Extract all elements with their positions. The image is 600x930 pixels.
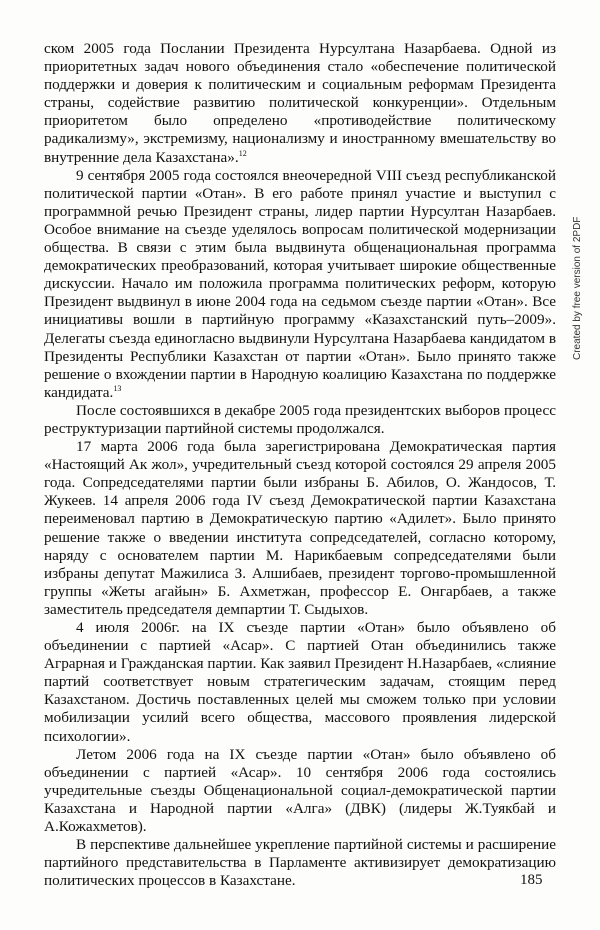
page-body [44, 40, 556, 890]
page-number: 185 [520, 872, 543, 888]
paragraph-1: ском 2005 года Послании Президента Нурсултана Назарбаева. Одной из приоритетных задач нового объединения стало «обеспечение политической поддержки и доверия к политическим и социальным реформам Президента страны, содействие развитию политической конкуренции». Отдельным приоритетом было определено «противодействие политическому радикализму», экстремизму, национализму и иностранному вмешательству во внутренние дела Казахстана».$^{12}$ [44, 40, 556, 166]
footnote-ref: 13 [113, 383, 122, 393]
paragraph-2: 9 сентября 2005 года состоялся внеочередной VIII съезд республиканской политической партии «Отан». В его работе принял участие и выступил с программной речью Президент страны, лидер партии Нурсултан Назарбаев. Особое внимание на съезде уделялось вопросам политической модернизации общества. В связи с этим была выдвинута общенациональная программа демократических преобразований, которая учитывает широкие общественные дискуссии. Начало им положила программа политических реформ, которую Президент выдвинул в июне 2004 года на седьмом съезде партии «Отан». Все инициативы вошли в партийную программу «Казахстанский путь–2009». Делегаты съезда единогласно выдвинули Нурсултана Назарбаева кандидатом в Президенты Республики Казахстан от партии «Отан». Было принято также решение о вхождении партии в Народную коалицию Казахстана по поддержке кандидата.$^{13}$ [44, 166, 556, 401]
paragraph-7: В перспективе дальнейшее укрепление партийной системы и расширение партийного представительства в Парламенте активизирует демократизацию политических процессов в Казахстане. [44, 836, 556, 890]
document-text [44, 40, 556, 890]
footnote-ref: 12 [238, 148, 247, 158]
paragraph-6: Летом 2006 года на IX съезде партии «Отан» было объявлено об объединении с партией «Асар». 10 сентября 2006 года состоялись учредительные съезды Общенациональной социал-демократической партии Казахстана и Народной партии «Алга» (ДВК) (лидеры Ж.Туякбай и А.Кожахметов). [44, 745, 556, 836]
paragraph-3: После состоявшихся в декабре 2005 года президентских выборов процесс реструктуризации партийной системы продолжался. [44, 401, 556, 437]
paragraph-5: 4 июля 2006г. на IX съезде партии «Отан» было объявлено об объединении с партией «Асар». С партией Отан объединились также Аграрная и Гражданская партии. Как заявил Президент Н.Назарбаев, «слияние партий соответствует новым стратегическим задачам, стоящим перед Казахстаном. Достичь поставленных целей мы сможем только при условии мобилизации усилий всего общества, массового проявления лидерской психологии». [44, 619, 556, 745]
paragraph-4: 17 марта 2006 года была зарегистрирована Демократическая партия «Настоящий Ак жол», учредительный съезд которой состоялся 29 апреля 2005 года. Сопредседателями партии были избраны Б. Абилов, О. Жандосов, Т. Жукеев. 14 апреля 2006 года IV съезд Демократической партии Казахстана переименовал партию в Демократическую партию «Адилет». Было принято решение также о введении института сопредседателей, согласно которому, наряду с основателем партии М. Нарикбаевым сопредседателями были избраны депутат Мажилиса З. Алшибаев, президент торгово-промышленной группы «Жеты агайын» Б. Ахметжан, профессор Е. Онгарбаев, а также заместитель председателя демпартии Т. Сыдыхов. [44, 438, 556, 618]
watermark-text: Created by free version of 2PDF [572, 216, 583, 360]
